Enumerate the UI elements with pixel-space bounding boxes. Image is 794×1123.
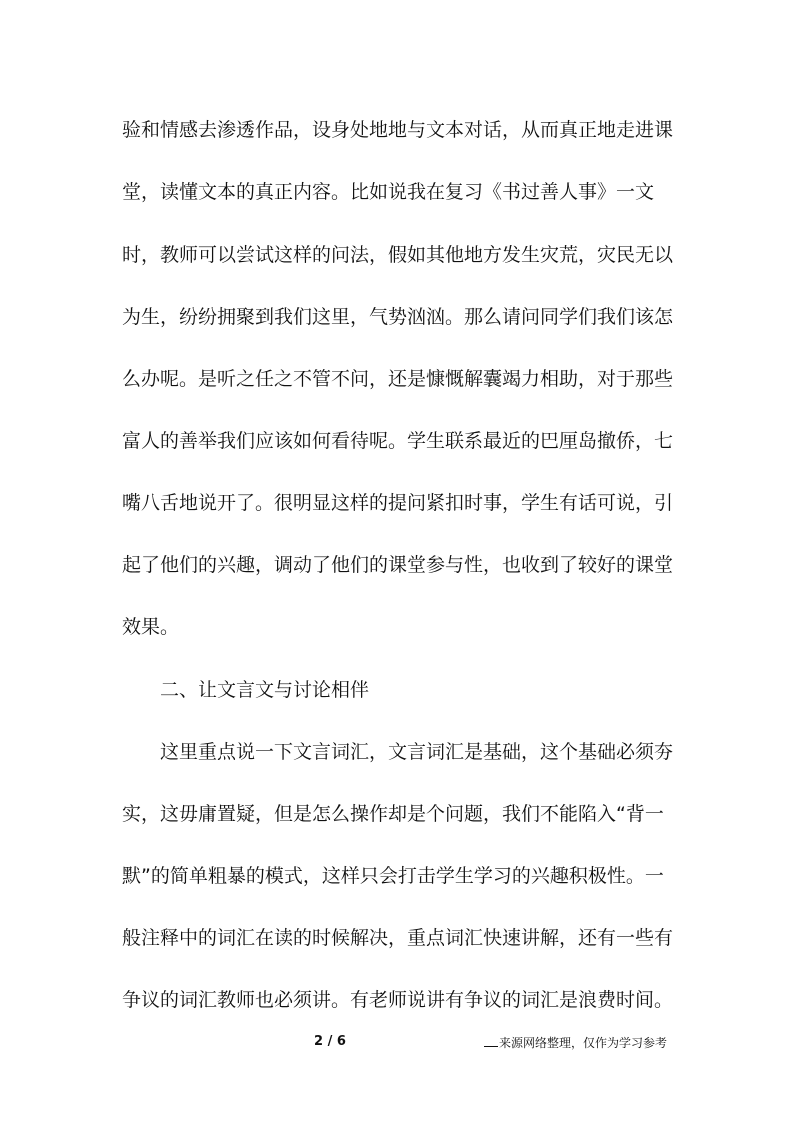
paragraph-line: 验和情感去渗透作品，设身处地地与文本对话，从而真正地走进课	[122, 119, 674, 141]
paragraph-line: 争议的词汇教师也必须讲。有老师说讲有争议的词汇是浪费时间。	[122, 989, 674, 1011]
paragraph-line: 效果。	[122, 616, 180, 638]
paragraph-line: 起了他们的兴趣，调动了他们的课堂参与性，也收到了较好的课堂	[122, 554, 674, 576]
underline-mark	[484, 1046, 498, 1047]
paragraph-line: 实，这毋庸置疑，但是怎么操作却是个问题，我们不能陷入“背一	[122, 803, 664, 825]
paragraph-line: 默”的简单粗暴的模式，这样只会打击学生学习的兴趣积极性。一	[122, 865, 664, 887]
section-heading: 二、让文言文与讨论相伴	[160, 679, 370, 701]
paragraph-line: 时，教师可以尝试这样的问法，假如其他地方发生灾荒，灾民无以	[122, 244, 674, 266]
paragraph-line: 堂，读懂文本的真正内容。比如说我在复习《书过善人事》一文	[122, 181, 655, 203]
paragraph-line: 为生，纷纷拥聚到我们这里，气势汹汹。那么请问同学们我们该怎	[122, 306, 674, 328]
paragraph-line: 般注释中的词汇在读的时候解决，重点词汇快速讲解，还有一些有	[122, 927, 674, 949]
source-note-text: 来源网络整理，仅作为学习参考	[499, 1036, 668, 1050]
paragraph-line: 么办呢。是听之任之不管不问，还是慷慨解囊竭力相助，对于那些	[122, 368, 674, 390]
paragraph-line: 这里重点说一下文言词汇，文言词汇是基础，这个基础必须夯	[160, 741, 674, 763]
page-number: 2 / 6	[314, 1034, 346, 1049]
source-note	[484, 1034, 667, 1051]
paragraph-line: 嘴八舌地说开了。很明显这样的提问紧扣时事，学生有话可说，引	[122, 492, 674, 514]
paragraph-line: 富人的善举我们应该如何看待呢。学生联系最近的巴厘岛撤侨，七	[122, 430, 674, 452]
